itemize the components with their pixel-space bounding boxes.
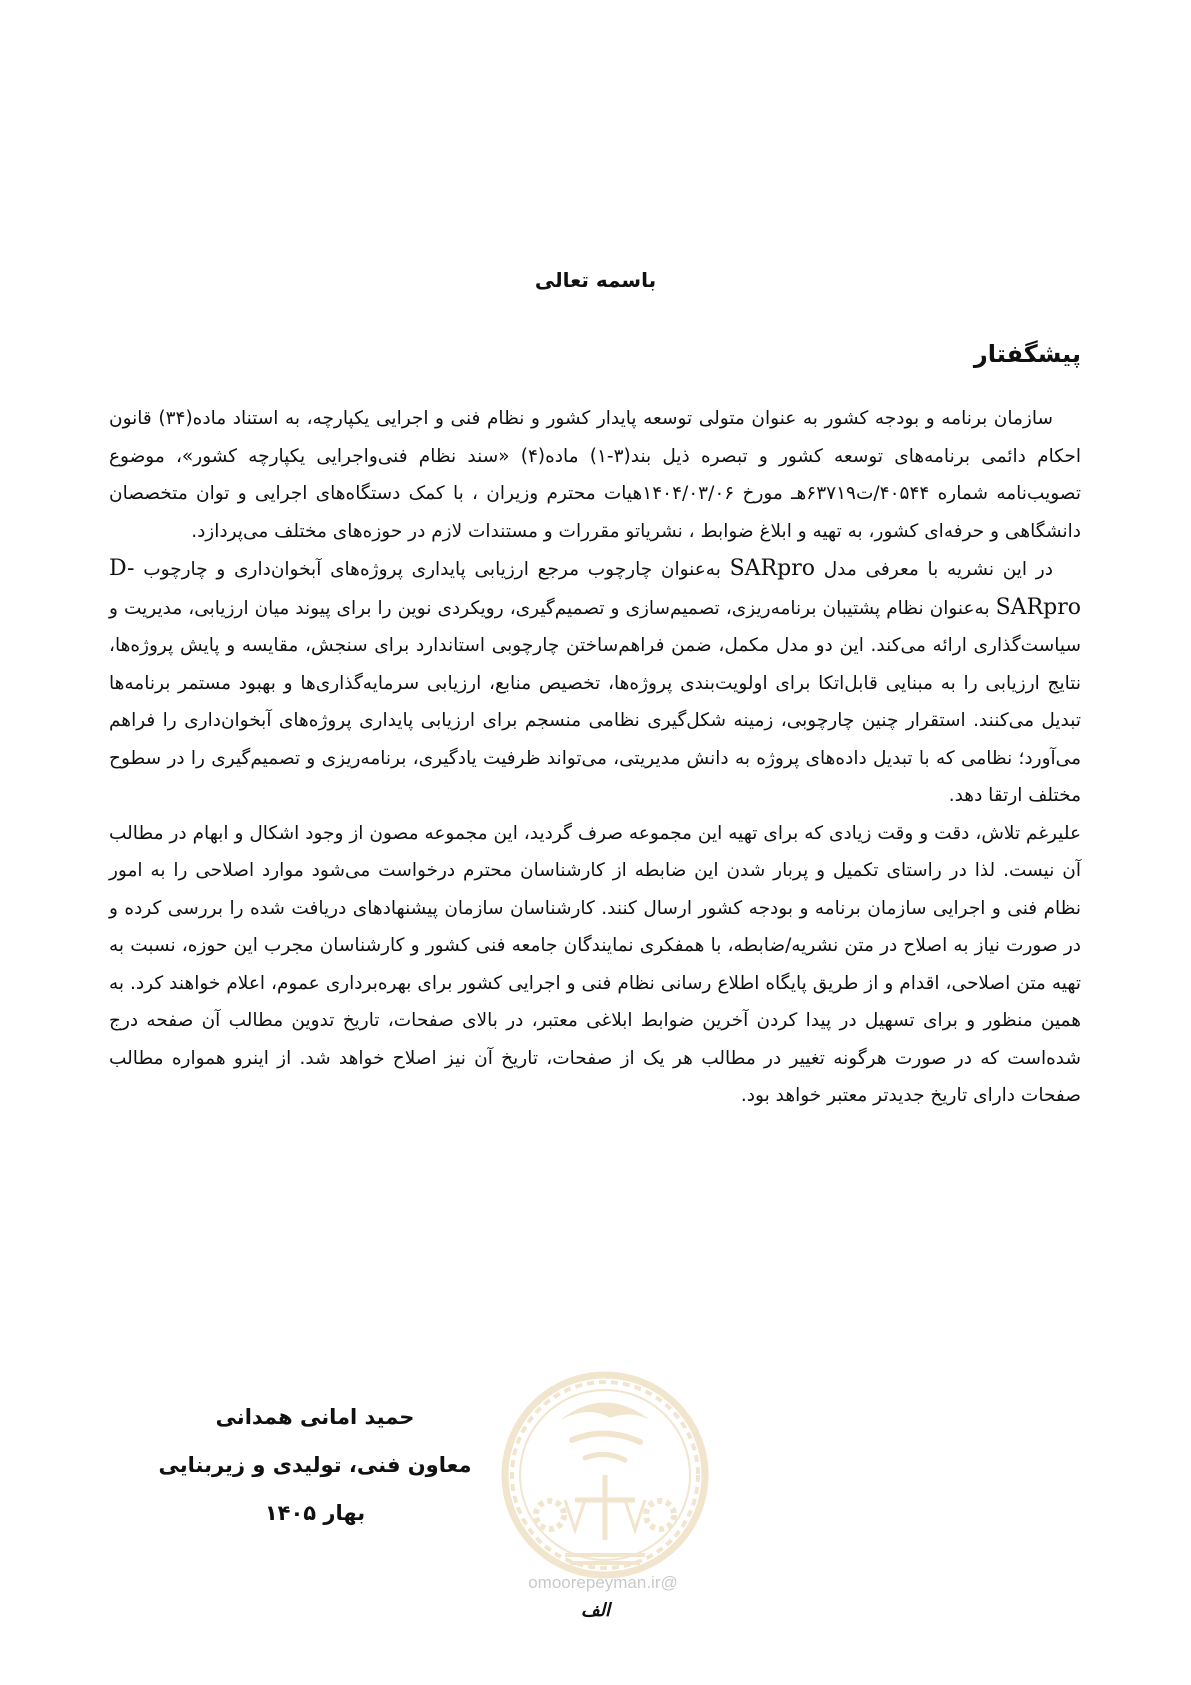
preface-title: پیشگفتار	[973, 340, 1081, 368]
invocation-heading: باسمه تعالی	[534, 268, 657, 292]
preface-paragraph-3: علیرغم تلاش، دقت و وقت زیادی که برای تهیه این مجموعه صرف گردید، این مجموعه مصون از وجود اشکال و ابهام در مطالب آن نیست. لذا در راستای تکمیل و پربار شدن این ضابطه از کارشناسان محترم درخواست می‌شود موارد اصلاحی را به امور نظام فنی و اجرایی سازمان برنامه و بودجه کشور ارسال کنند. کارشناسان سازمان پیشنهادهای دریافت شده را بررسی کرده و در صورت نیاز به اصلاح در متن نشریه/ضابطه، با همفکری نمایندگان جامعه فنی کشور و کارشناسان مجرب این حوزه، نسبت به تهیه متن اصلاحی، اقدام و از طریق پایگاه اطلاع رسانی نظام فنی و اجرایی کشور برای بهره‌برداری عموم، اعلام خواهند کرد. به همین منظور و برای تسهیل در پیدا کردن آخرین ضوابط ابلاغی معتبر، در بالای صفحات، تاریخ تدوین مطالب آن صفحه درج شده‌است که در صورت هرگونه تغییر در مطالب هر یک از صفحات، تاریخ آن نیز اصلاح خواهد شد. از اینرو همواره مطالب صفحات دارای تاریخ جدیدتر معتبر خواهد بود.	[109, 822, 1081, 1106]
omoore-peyman-seal-watermark	[490, 1360, 720, 1590]
paragraph-2-segment-3: به‌عنوان نظام پشتیبان برنامه‌ریزی، تصمیم‌سازی و تصمیم‌گیری، رویکردی نوین را برای پیوند میان ارزیابی، مدیریت و سیاست‌گذاری ارائه می‌کند. این دو مدل مکمل، ضمن فراهم‌ساختن چارچوبی استاندارد برای سنجش، مقایسه و پایش پروژه‌ها، نتایج ارزیابی را به مبنایی قابل‌اتکا برای اولویت‌بندی پروژه‌ها، تخصیص منابع، ارزیابی سرمایه‌گذاری‌ها و بهبود مستمر برنامه‌ها تبدیل می‌کنند. استقرار چنین چارچوبی، زمینه شکل‌گیری نظامی منسجم برای ارزیابی پایداری پروژه‌های آبخوان‌داری را فراهم می‌آورد؛ نظامی که با تبدیل داده‌های پروژه به دانش مدیریتی، می‌تواند ظرفیت یادگیری، برنامه‌ریزی و تصمیم‌گیری را در سطوح مختلف ارتقا دهد.	[109, 597, 1081, 806]
signature-block	[150, 1393, 480, 1537]
paragraph-2-segment-2: به‌عنوان چارچوب مرجع ارزیابی پایداری پروژه‌های آبخوان‌داری و چارچوب	[143, 559, 721, 580]
page-number: الف	[580, 1600, 611, 1621]
signatory-name: حمید امانی همدانی	[215, 1405, 415, 1429]
d-sarpro-term: D- SARpro	[109, 556, 1081, 620]
preface-paragraph-2	[109, 550, 1081, 815]
watermark-url: @omoorepeyman.ir	[528, 1573, 678, 1592]
sarpro-term: SARpro	[729, 556, 815, 581]
paragraph-2-segment-1: در این نشریه با معرفی مدل	[823, 559, 1053, 580]
signatory-position: معاون فنی، تولیدی و زیربنایی	[158, 1453, 472, 1477]
signature-date: بهار ۱۴۰۵	[264, 1501, 366, 1525]
preface-paragraph-1: سازمان برنامه و بودجه کشور به عنوان متولی توسعه پایدار کشور و نظام فنی و اجرایی یکپارچه، به استناد ماده(۳۴) قانون احکام دائمی برنامه‌های توسعه کشور و تبصره ذیل بند(۳-۱) ماده(۴) «سند نظام فنی‌واجرایی یکپارچه کشور»، موضوع تصویب‌نامه شماره ۴۰۵۴۴/ت۶۳۷۱۹هـ مورخ ۱۴۰۴/۰۳/۰۶هیات محترم وزیران ، با کمک دستگاه‌های اجرایی و توان متخصصان دانشگاهی و حرفه‌ای کشور، به تهیه و ابلاغ ضوابط ، نشریاتو مقررات و مستندات لازم در حوزه‌های مختلف می‌پردازد.	[109, 408, 1081, 542]
preface-body	[109, 400, 1081, 1115]
